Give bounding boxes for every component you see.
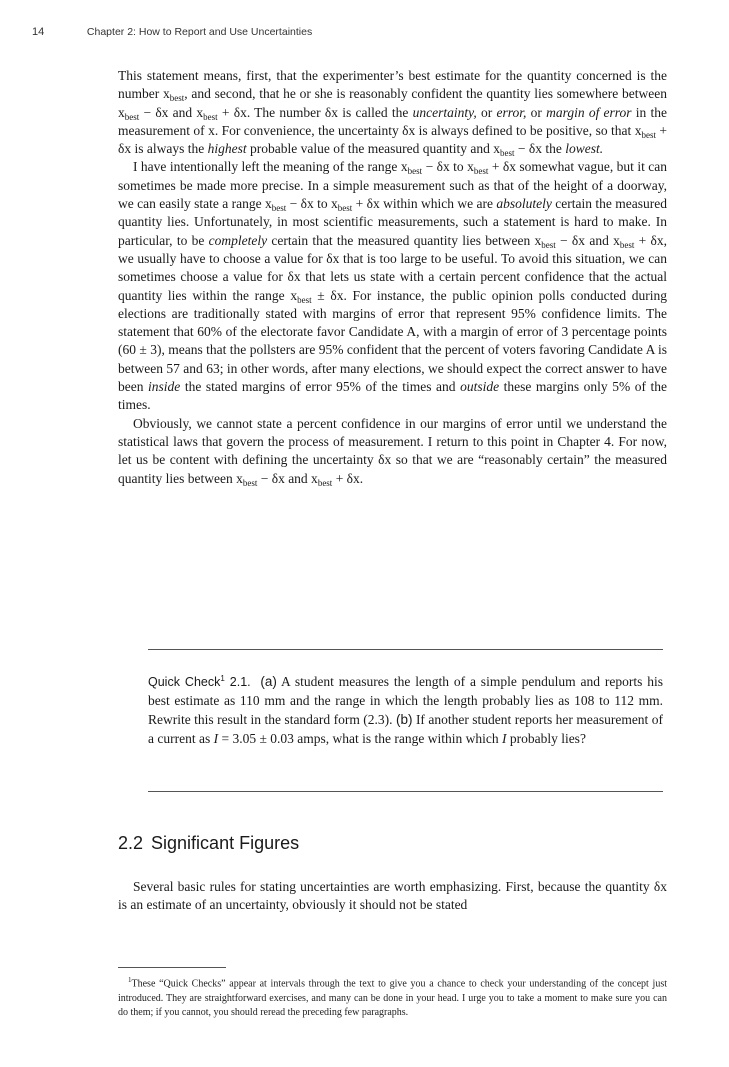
paragraph-1: This statement means, first, that the experimenter’s best estimate for the quantity concerned is the number $x_{best}$, and second, that he or she is reasonably confident the quantity lies somewhere between $x_{best} - \delta x$ and $x_{best} + \delta x$. The number δx is called the uncertainty, or error, or margin of error in the measurement of x. For convenience, the uncertainty δx is always defined to be positive, so that $x_{best} + \delta x$ is always the highest probable value of the measured quantity and $x_{best} - \delta x$ the lowest.: [118, 68, 668, 159]
footnote: [118, 973, 667, 1021]
chapter-title: Chapter 2: How to Report and Use Uncertainties: [86, 26, 313, 38]
paragraph-4: Several basic rules for stating uncertainties are worth emphasizing. First, because the quantity δx is an estimate of an uncertainty, obviously it should not be stated: [118, 879, 667, 913]
footnote-rule: [118, 967, 226, 968]
quick-check-top-rule: [148, 649, 663, 650]
quick-check: Quick Check$^1$ 2.1. (a) A student measures the length of a simple pendulum and reports his best estimate as 110 mm and the range in which the length probably lies as 108 to 112 mm. Rewrite this result in the standard form (2.3). (b) If another student reports her measurement of a current as I = 3.05 ± 0.03 amps, what is the range within which I probably lies?: [148, 674, 664, 746]
paragraph-2: I have intentionally left the meaning of the range $x_{best} - \delta x$ to $x_{best} + \delta x$ somewhat vague, but it can sometimes be made more precise. In a simple measurement such as that of the height of a doorway, we can easily state a range $x_{best} - \delta x$ to $x_{best} + \delta x$ within which we are absolutely certain the measured quantity lies. Unfortunately, in most scientific measurements, such a statement is hard to make. In particular, to be completely certain that the measured quantity lies between $x_{best} - \delta x$ and $x_{best} + \delta x$, we usually have to choose a value for δx that is too large to be useful. To avoid this situation, we can sometimes choose a value for δx that lets us state with a certain percent confidence that the actual quantity lies within the range $x_{best} \pm \delta x$. For instance, the public opinion polls conducted during elections are traditionally stated with margins of error that represent 95% confidence limits. The statement that 60% of the electorate favor Candidate A, with a margin of error of 3 percentage points (60 ± 3), means that the pollsters are 95% confident that the percent of voters favoring Candidate A is between 57 and 63; in other words, after many elections, we should expect the correct answer to have been inside the stated margins of error 95% of the times and outside these margins only 5% of the times.: [118, 159, 668, 413]
footnote-text: These “Quick Checks” appear at intervals through the text to give you a chance to check your understanding of the concept just introduced. They are straightforward exercises, and many can be done in your head. I urge you to take a moment to make sure you can do them; if you cannot, you should reread the preceding few paragraphs.: [118, 978, 667, 1019]
part-b-text: If another student reports her measurement of a current as: [148, 711, 664, 746]
quick-check-label: Quick Check$^1$ 2.1.: [148, 674, 251, 690]
part-a-text: A student measures the length of a simple pendulum and reports his best estimate as 110 mm and the range in which the length probably lies as 108 to 112 mm. Rewrite this result in the standard form (2.3).: [148, 674, 664, 727]
body-text: [118, 67, 667, 488]
running-head: [32, 26, 312, 38]
part-a-label: (a): [260, 674, 277, 690]
page-number: 14: [32, 26, 45, 38]
part-b-label: (b): [396, 711, 413, 727]
section-heading: [118, 833, 299, 854]
footnote-number: 1: [128, 976, 132, 984]
footnote-mark: 1: [220, 674, 225, 683]
section-body: [118, 878, 667, 915]
paragraph-3: Obviously, we cannot state a percent confidence in our margins of error until we understand the statistical laws that govern the process of measurement. I return to this point in Chapter 4. For now, let us be content with defining the uncertainty δx so that we are “reasonably certain” the measured quantity lies between $x_{best} - \delta x$ and $x_{best} + \delta x$.: [118, 415, 667, 488]
quick-check-bottom-rule: [148, 791, 663, 792]
section-number: 2.2: [118, 833, 144, 853]
section-title: Significant Figures: [151, 833, 300, 853]
